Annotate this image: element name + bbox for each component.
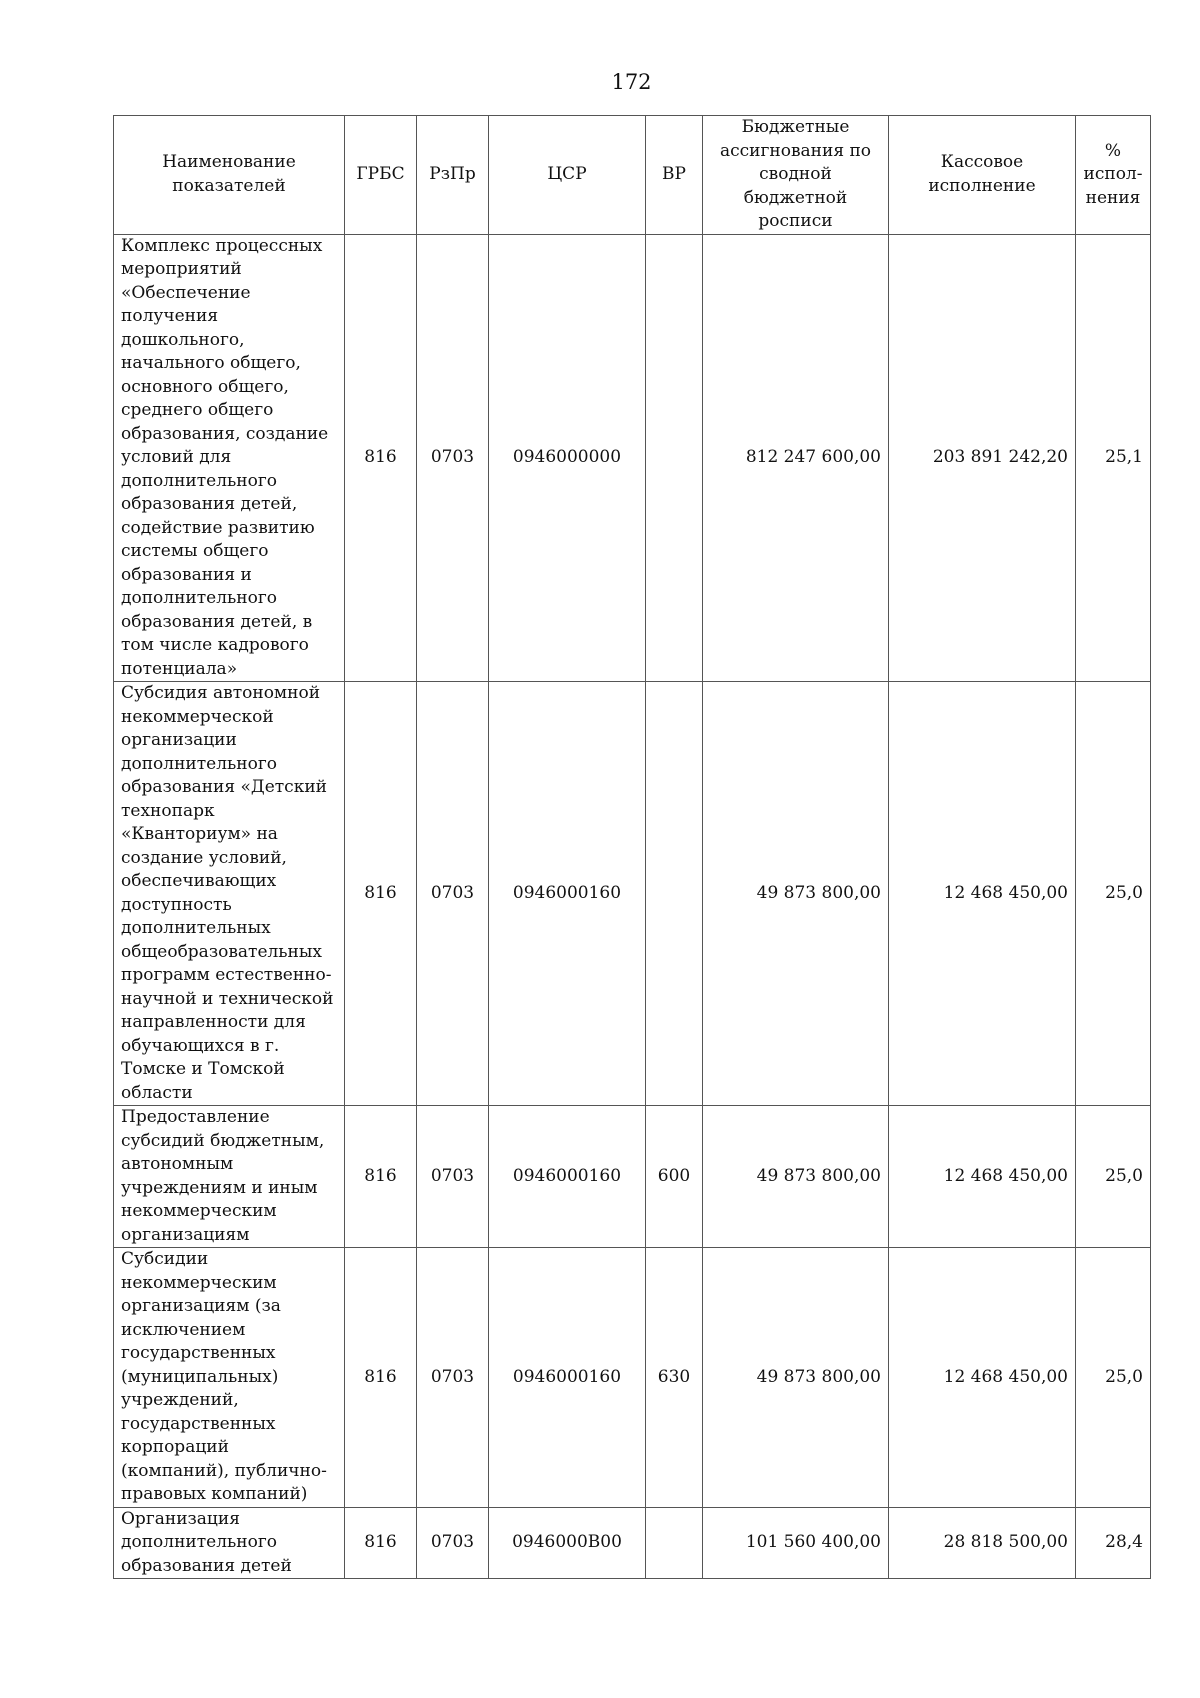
header-percent: % испол-нения [1076, 116, 1151, 235]
header-cash: Кассовое исполнение [889, 116, 1076, 235]
budget-table [113, 115, 1151, 1579]
row-csr: 0946000160 [489, 1248, 646, 1508]
header-allocations: Бюджетные ассигнования по сводной бюджетной росписи [703, 116, 889, 235]
row-vr [646, 234, 703, 682]
row-percent: 28,4 [1076, 1507, 1151, 1579]
header-grbs: ГРБС [345, 116, 417, 235]
header-name: Наименование показателей [114, 116, 345, 235]
row-allocations: 49 873 800,00 [703, 1106, 889, 1248]
row-csr: 0946000000 [489, 234, 646, 682]
header-csr: ЦСР [489, 116, 646, 235]
row-percent: 25,0 [1076, 682, 1151, 1106]
row-allocations: 812 247 600,00 [703, 234, 889, 682]
row-grbs: 816 [345, 682, 417, 1106]
row-grbs: 816 [345, 1106, 417, 1248]
row-vr [646, 682, 703, 1106]
row-rzpr: 0703 [417, 1507, 489, 1579]
table-row [114, 1106, 1151, 1248]
row-cash: 12 468 450,00 [889, 1248, 1076, 1508]
row-percent: 25,0 [1076, 1248, 1151, 1508]
row-grbs: 816 [345, 1507, 417, 1579]
header-row [114, 116, 1151, 235]
table-row [114, 1248, 1151, 1508]
row-allocations: 49 873 800,00 [703, 682, 889, 1106]
table-row [114, 234, 1151, 682]
row-vr [646, 1507, 703, 1579]
row-rzpr: 0703 [417, 682, 489, 1106]
row-vr: 600 [646, 1106, 703, 1248]
row-grbs: 816 [345, 234, 417, 682]
row-rzpr: 0703 [417, 1248, 489, 1508]
row-grbs: 816 [345, 1248, 417, 1508]
row-name: Организация дополнительного образования детей [114, 1507, 345, 1579]
row-cash: 28 818 500,00 [889, 1507, 1076, 1579]
row-allocations: 49 873 800,00 [703, 1248, 889, 1508]
row-csr: 0946000160 [489, 682, 646, 1106]
header-vr: ВР [646, 116, 703, 235]
row-name: Предоставление субсидий бюджетным, автономным учреждениям и иным некоммерческим организациям [114, 1106, 345, 1248]
row-percent: 25,0 [1076, 1106, 1151, 1248]
row-csr: 0946000B00 [489, 1507, 646, 1579]
row-vr: 630 [646, 1248, 703, 1508]
row-rzpr: 0703 [417, 234, 489, 682]
row-percent: 25,1 [1076, 234, 1151, 682]
row-name: Субсидии некоммерческим организациям (за исключением государственных (муниципальных) учреждений, государственных корпораций (компаний), публично-правовых компаний) [114, 1248, 345, 1508]
row-cash: 12 468 450,00 [889, 1106, 1076, 1248]
table-row [114, 1507, 1151, 1579]
row-rzpr: 0703 [417, 1106, 489, 1248]
row-cash: 12 468 450,00 [889, 682, 1076, 1106]
page-number: 172 [611, 70, 652, 94]
row-csr: 0946000160 [489, 1106, 646, 1248]
row-allocations: 101 560 400,00 [703, 1507, 889, 1579]
row-name: Комплекс процессных мероприятий «Обеспечение получения дошкольного, начального общего, основного общего, среднего общего образования, создание условий для дополнительного образования детей, содействие развитию системы общего образования и дополнительного образования детей, в том числе кадрового потенциала» [114, 234, 345, 682]
row-cash: 203 891 242,20 [889, 234, 1076, 682]
table-row [114, 682, 1151, 1106]
row-name: Субсидия автономной некоммерческой организации дополнительного образования «Детский технопарк «Кванториум» на создание условий, обеспечивающих доступность дополнительных общеобразовательных программ естественно-научной и технической направленности для обучающихся в г. Томске и Томской области [114, 682, 345, 1106]
header-rzpr: РзПр [417, 116, 489, 235]
